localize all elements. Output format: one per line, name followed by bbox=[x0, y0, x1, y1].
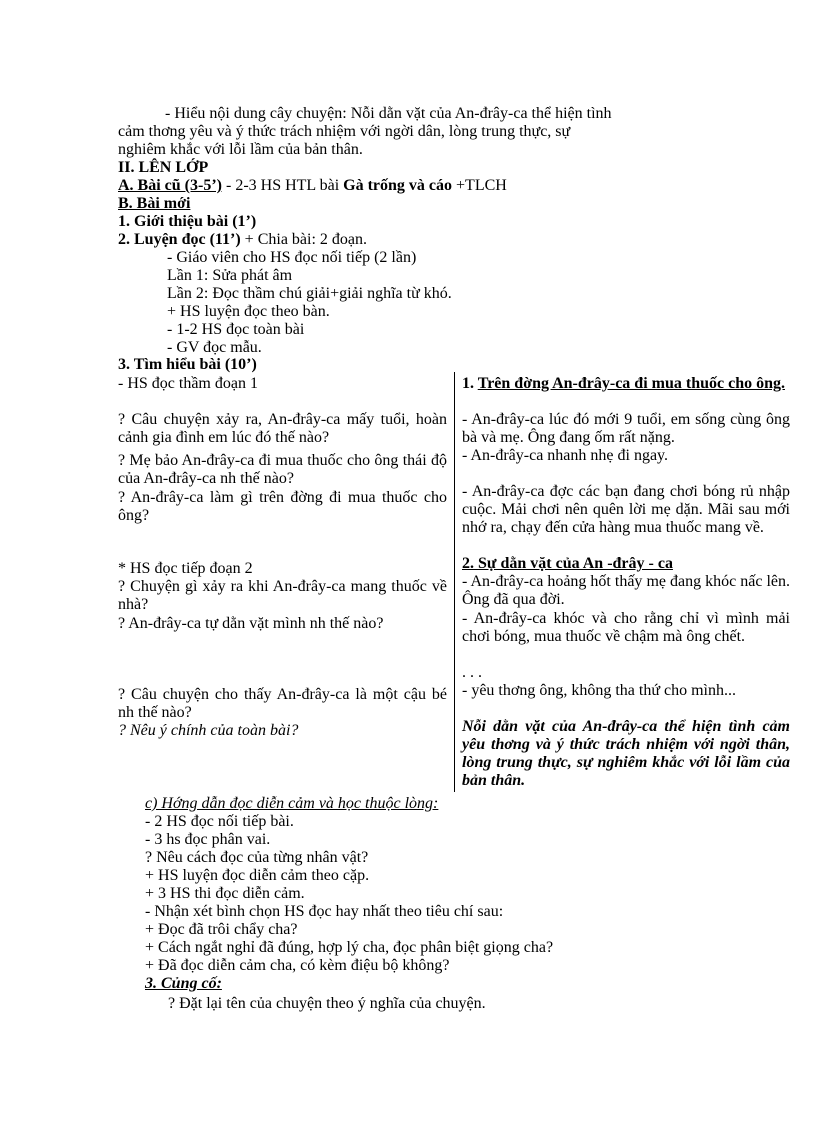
item-1-heading: 1. Giới thiệu bài (1’) bbox=[118, 213, 257, 230]
answer-row: - An-đrây-ca hoảng hốt thấy mẹ đang khóc nấc lên. Ông đã qua đời. bbox=[462, 573, 790, 608]
part-c-line: - Nhận xét bình chọn HS đọc hay nhất theo tiêu chí sau: bbox=[145, 903, 504, 920]
item-2-heading: 2. Luyện đọc (11’) bbox=[118, 231, 241, 248]
answer-row: - An-đrây-ca lúc đó mới 9 tuổi, em sống cùng ông bà và mẹ. Ông đang ốm rất nặng. bbox=[462, 411, 790, 446]
part-c-line: - 2 HS đọc nối tiếp bài. bbox=[145, 813, 294, 830]
question-row: ? Câu chuyện cho thấy An-đrây-ca là một cậu bé nh thế nào? bbox=[118, 686, 447, 721]
answer-row: - An-đrây-ca khóc và cho rằng chỉ vì mình mải chơi bóng, mua thuốc về chậm mà ông chết. bbox=[462, 610, 790, 645]
question-row: ? Nêu ý chính của toàn bài? bbox=[118, 722, 299, 739]
reading-step: Lần 1: Sửa phát âm bbox=[167, 267, 293, 284]
question-row: ? An-đrây-ca làm gì trên đờng đi mua thuốc cho ông? bbox=[118, 489, 447, 524]
part-a-label: A. Bài cũ (3-5’) bbox=[118, 177, 222, 194]
column-divider bbox=[454, 372, 455, 792]
reading-step: - Giáo viên cho HS đọc nối tiếp (2 lần) bbox=[167, 249, 417, 266]
section-2-title: II. LÊN LỚP bbox=[118, 159, 209, 176]
part-c-line: + Đọc đã trôi chẩy cha? bbox=[145, 921, 298, 938]
part-c-label: c) Hớng dẫn đọc diễn cảm và học thuộc lòng: bbox=[145, 795, 439, 812]
answer-row: . . . bbox=[462, 664, 482, 681]
answer-row: - An-đrây-ca đợc các bạn đang chơi bóng rủ nhập cuộc. Mải chơi nên quên lời mẹ dặn. Mãi sau mới nhớ ra, chạy đến cửa hàng mua thuốc mang về. bbox=[462, 483, 790, 536]
question-row: ? Chuyện gì xảy ra khi An-đrây-ca mang thuốc về nhà? bbox=[118, 578, 447, 613]
intro-line-2: cảm thơng yêu và ý thức trách nhiệm với ngời dân, lòng trung thực, sự bbox=[118, 123, 571, 140]
part-b-label: B. Bài mới bbox=[118, 195, 191, 212]
question-row: ? An-đrây-ca tự dằn vặt mình nh thế nào? bbox=[118, 615, 384, 632]
item-2-text: + Chia bài: 2 đoạn. bbox=[240, 231, 368, 248]
part-a-line bbox=[118, 177, 507, 195]
question-row: - HS đọc thầm đoạn 1 bbox=[118, 375, 258, 392]
part-c-line: ? Nêu cách đọc của từng nhân vật? bbox=[145, 849, 369, 866]
answer-heading-1-number: 1. bbox=[462, 375, 478, 392]
reading-step: - 1-2 HS đọc toàn bài bbox=[167, 321, 305, 338]
main-idea: Nỗi dằn vặt của An-đrây-ca thể hiện tình cảm yêu thơng và ý thức trách nhiệm với ngời thân, lòng trung thực, sự nghiêm khắc với lỗi lầm của bản thân. bbox=[462, 718, 790, 789]
part-c-line: + Cách ngắt nghỉ đã đúng, hợp lý cha, đọc phân biệt giọng cha? bbox=[145, 939, 554, 956]
answer-heading-1 bbox=[462, 375, 790, 393]
answer-row: - An-đrây-ca nhanh nhẹ đi ngay. bbox=[462, 447, 668, 464]
reading-step: Lần 2: Đọc thầm chú giải+giải nghĩa từ khó. bbox=[167, 285, 452, 302]
question-row: ? Câu chuyện xảy ra, An-đrây-ca mấy tuổi, hoàn cảnh gia đình em lúc đó thế nào? bbox=[118, 411, 447, 446]
item-3-heading: 3. Tìm hiểu bài (10’) bbox=[118, 356, 257, 373]
part-c-line: + Đã đọc diễn cảm cha, có kèm điệu bộ không? bbox=[145, 957, 450, 974]
answer-heading-1-text: Trên đờng An-đrây-ca đi mua thuốc cho ông. bbox=[477, 375, 785, 392]
part-c-line: - 3 hs đọc phân vai. bbox=[145, 831, 271, 848]
part-c-line: + HS luyện đọc diễn cảm theo cặp. bbox=[145, 867, 370, 884]
part-3-text: ? Đặt lại tên của chuyện theo ý nghĩa của chuyện. bbox=[168, 995, 486, 1012]
intro-line-3: nghiêm khắc với lỗi lầm của bản thân. bbox=[118, 141, 363, 158]
part-3-label: 3. Củng cố: bbox=[145, 975, 222, 992]
part-a-lesson-title: Gà trống và cáo bbox=[343, 177, 453, 194]
reading-step: - GV đọc mẫu. bbox=[167, 339, 262, 356]
part-c-line: + 3 HS thi đọc diễn cảm. bbox=[145, 885, 305, 902]
question-row: * HS đọc tiếp đoạn 2 bbox=[118, 560, 253, 577]
answer-heading-2: 2. Sự dằn vặt của An -đrây - ca bbox=[462, 555, 673, 572]
intro-line-1: - Hiểu nội dung cây chuyện: Nỗi dằn vặt của An-đrây-ca thể hiện tình bbox=[165, 105, 612, 122]
part-a-suffix: +TLCH bbox=[452, 177, 507, 194]
question-row: ? Mẹ bảo An-đrây-ca đi mua thuốc cho ông thái độ của An-đrây-ca nh thế nào? bbox=[118, 452, 447, 487]
part-a-text: - 2-3 HS HTL bài bbox=[221, 177, 344, 194]
answer-row: - yêu thơng ông, không tha thứ cho mình... bbox=[462, 682, 736, 699]
reading-step: + HS luyện đọc theo bàn. bbox=[167, 303, 330, 320]
item-2-line bbox=[118, 231, 367, 249]
